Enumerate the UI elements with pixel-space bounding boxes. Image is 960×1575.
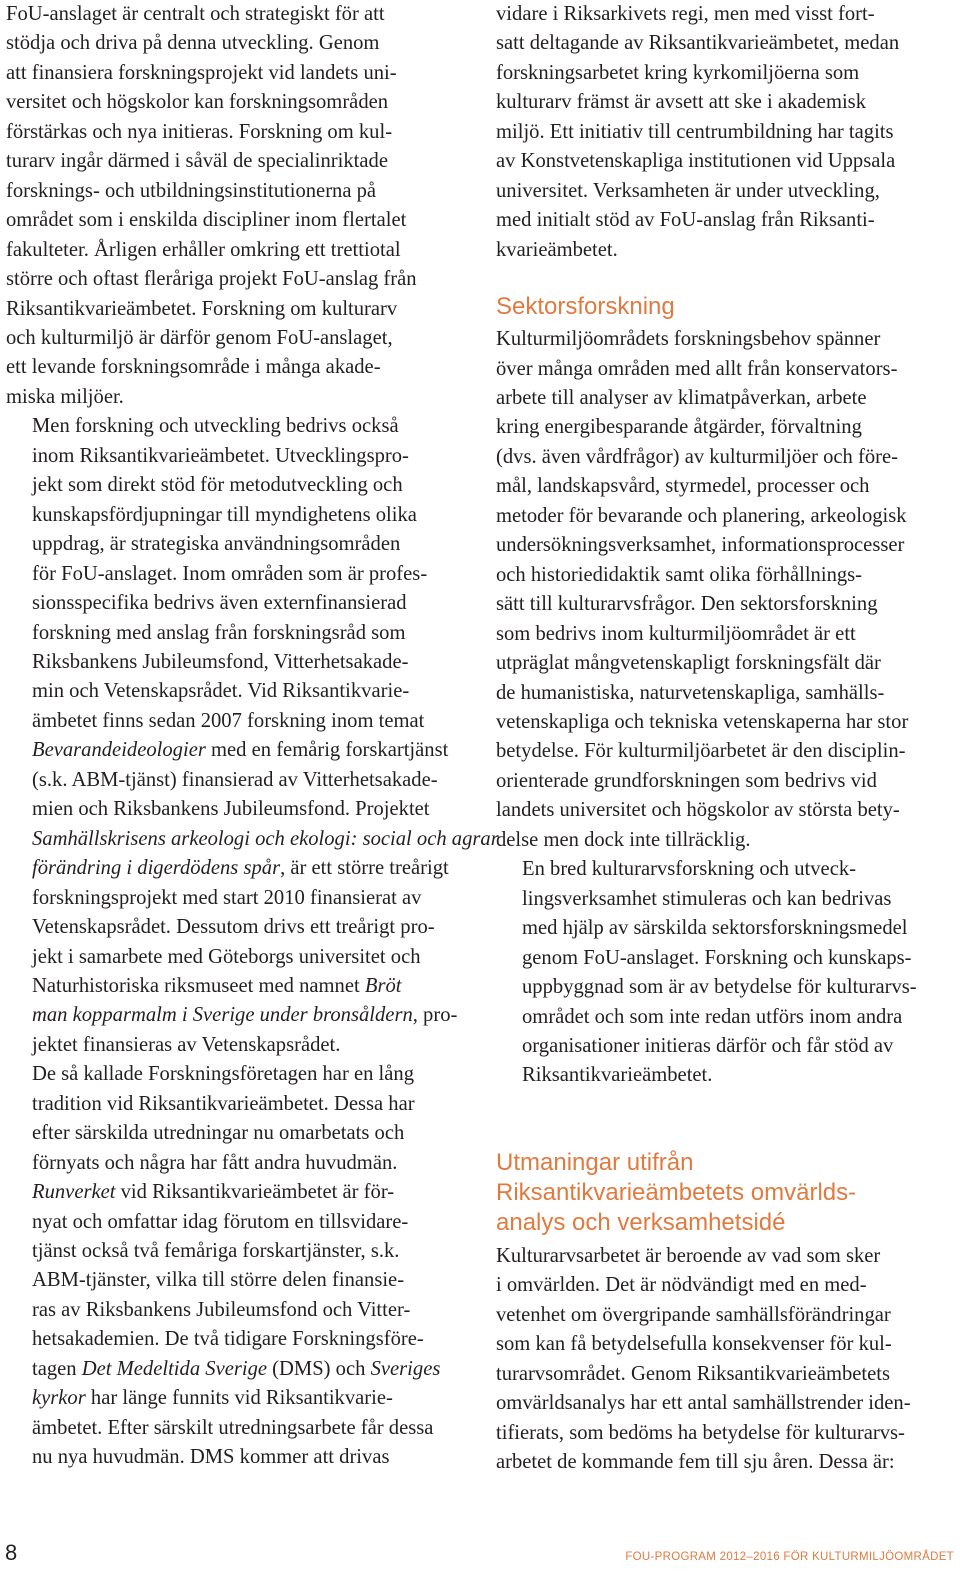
text-line: och kulturmiljö är därför genom FoU-anslaget,	[6, 326, 393, 349]
text-line: tradition vid Riksantikvarieämbetet. Dessa har	[32, 1092, 415, 1115]
text-line: versitet och högskolor kan forskningsområden	[6, 91, 389, 114]
text-line: med hjälp av särskilda sektorsforskningsmedel	[522, 917, 908, 940]
heading-line: Utmaningar utifrån	[496, 1148, 694, 1176]
text-line: kvarieämbetet.	[496, 238, 618, 261]
italic-title: Sveriges	[370, 1357, 441, 1380]
text-line: tifierats, som bedöms ha betydelse för kulturarvs-	[496, 1421, 905, 1444]
text-fragment: vid Riksantikvarieämbetet är för-	[115, 1181, 395, 1204]
right-paragraph-2	[496, 325, 958, 855]
text-fragment: tagen	[32, 1357, 82, 1380]
section-heading-utmaningar	[496, 1148, 958, 1238]
text-line: miljö. Ett initiativ till centrumbildning har tagits	[496, 120, 894, 143]
text-line: kulturarv främst är avsett att ske i akademisk	[496, 91, 866, 114]
text-line: sionsspecifika bedrivs även externfinansierad	[32, 592, 407, 615]
text-line	[6, 825, 499, 854]
text-line: ämbetet. Efter särskilt utredningsarbete får dessa	[32, 1416, 434, 1439]
text-line: forskning med anslag från forskningsråd som	[32, 621, 406, 644]
text-line: vetenskapliga och tekniska vetenskaperna har stor	[496, 710, 909, 733]
text-line: arbetet de kommande fem till sju åren. Dessa är:	[496, 1451, 895, 1474]
text-line: universitet. Verksamheten är under utveckling,	[496, 179, 880, 202]
text-line: kring energibesparande åtgärder, förvaltning	[496, 416, 862, 439]
italic-title: Runverket	[32, 1181, 116, 1204]
text-line: större och oftast fleråriga projekt FoU-anslag från	[6, 268, 417, 291]
left-column	[6, 0, 499, 1473]
text-line: betydelse. För kulturmiljöarbetet är den disciplin-	[496, 740, 906, 763]
italic-title: Samhällskrisens arkeologi och ekologi: social och agrar	[32, 827, 499, 850]
text-line: nu nya huvudmän. DMS kommer att drivas	[32, 1446, 390, 1469]
text-line: ABM-tjänster, vilka till större delen finansie-	[32, 1269, 405, 1292]
right-paragraph-4	[496, 1242, 958, 1478]
text-line: nyat och omfattar idag förutom en tillsvidare-	[32, 1210, 409, 1233]
text-line	[6, 1001, 468, 1030]
text-line: stödja och driva på denna utveckling. Genom	[6, 32, 380, 55]
text-line: i omvärlden. Det är nödvändigt med en med-	[496, 1274, 867, 1297]
text-line: ämbetet finns sedan 2007 forskning inom temat	[32, 709, 425, 732]
text-line: min och Vetenskapsrådet. Vid Riksantikvarie-	[32, 680, 410, 703]
italic-title: man kopparmalm i Sverige under bronsåldern,	[32, 1004, 418, 1027]
text-line: området som i enskilda discipliner inom flertalet	[6, 209, 407, 232]
italic-title: Bevarandeideologier	[32, 739, 206, 762]
text-line: förnyats och några har fått andra huvudmän.	[32, 1151, 398, 1174]
text-line: omvärldsanalys har ett antal samhällstrender iden-	[496, 1392, 911, 1415]
text-line: området och som inte redan utförs inom andra	[522, 1005, 903, 1028]
text-line: med initialt stöd av FoU-anslag från Riksanti-	[496, 209, 875, 232]
text-line: inom Riksantikvarieämbetet. Utvecklingspro-	[32, 444, 409, 467]
text-line: orienterade grundforskningen som bedrivs vid	[496, 769, 877, 792]
text-line: hetsakademien. De två tidigare Forskningsföre-	[32, 1328, 424, 1351]
text-line: undersökningsverksamhet, informationsprocesser	[496, 534, 905, 557]
text-line	[6, 1384, 468, 1413]
right-column	[496, 0, 958, 1477]
text-line: utpräglat mångvetenskapligt forskningsfält där	[496, 652, 881, 675]
text-line: ras av Riksbankens Jubileumsfond och Vitter-	[32, 1298, 411, 1321]
text-fragment: pro-	[417, 1004, 458, 1027]
italic-title: Det Medeltida Sverige	[81, 1357, 268, 1380]
text-line: Kulturmiljöområdets forskningsbehov spänner	[496, 328, 881, 351]
text-fragment: (DMS) och	[267, 1357, 371, 1380]
text-line: satt deltagande av Riksantikvarieämbetet, medan	[496, 32, 900, 55]
text-line: miska miljöer.	[6, 385, 124, 408]
text-line: FoU-anslaget är centralt och strategiskt för att	[6, 3, 385, 25]
text-line: landets universitet och högskolor av största bety-	[496, 799, 900, 822]
text-line: (s.k. ABM-tjänst) finansierad av Vitterhetsakade-	[32, 768, 438, 791]
text-line: som bedrivs inom kulturmiljöområdet är ett	[496, 622, 856, 645]
text-line: turarvsområdet. Genom Riksantikvarieämbetets	[496, 1362, 891, 1385]
text-line: Riksantikvarieämbetet.	[522, 1064, 713, 1087]
italic-title: förändring i digerdödens spår	[32, 857, 281, 880]
heading-line: Riksantikvarieämbetets omvärlds-	[496, 1178, 857, 1206]
text-line: och historiedidaktik samt olika förhållnings-	[496, 563, 863, 586]
text-fragment: med en femårig forskartjänst	[205, 739, 449, 762]
left-paragraph-3	[6, 1060, 468, 1472]
text-fragment: Naturhistoriska riksmuseet med namnet	[32, 974, 365, 997]
text-line: över många områden med allt från konservators-	[496, 357, 898, 380]
text-line: uppbyggnad som är av betydelse för kulturarvs-	[522, 976, 917, 999]
text-line: (dvs. även vårdfrågor) av kulturmiljöer och före-	[496, 445, 898, 468]
text-line: Kulturarvsarbetet är beroende av vad som sker	[496, 1244, 881, 1267]
text-line: för FoU-anslaget. Inom områden som är profes-	[32, 562, 428, 585]
text-line: efter särskilda utredningar nu omarbetats och	[32, 1122, 405, 1145]
text-line: forsknings- och utbildningsinstitutionerna på	[6, 179, 377, 202]
text-line: mien och Riksbankens Jubileumsfond. Projektet	[32, 798, 430, 821]
text-line: forskningsprojekt med start 2010 finansierat av	[32, 886, 422, 909]
text-line: turarv ingår därmed i såväl de specialinriktade	[6, 150, 388, 173]
text-line	[6, 1355, 468, 1384]
text-line: uppdrag, är strategiska användningsområden	[32, 533, 401, 556]
text-line: jekt i samarbete med Göteborgs universitet och	[32, 945, 421, 968]
text-line: De så kallade Forskningsföretagen har en lång	[32, 1063, 414, 1086]
text-line: de humanistiska, naturvetenskapliga, samhälls-	[496, 681, 885, 704]
italic-title: kyrkor	[32, 1387, 86, 1410]
text-line: forskningsarbetet kring kyrkomiljöerna som	[496, 61, 860, 84]
text-line: Men forskning och utveckling bedrivs också	[32, 415, 399, 438]
section-heading-sektorsforskning: Sektorsforskning	[496, 293, 675, 321]
text-line: arbete till analyser av klimatpåverkan, arbete	[496, 386, 867, 409]
text-line: mål, landskapsvård, styrmedel, processer och	[496, 475, 870, 498]
right-paragraph-1	[496, 0, 958, 265]
text-line: Vetenskapsrådet. Dessutom drivs ett treårigt pro-	[32, 916, 435, 939]
text-line: lingsverksamhet stimuleras och kan bedrivas	[522, 887, 892, 910]
text-line: att finansiera forskningsprojekt vid landets uni-	[6, 61, 397, 84]
text-line: Riksbankens Jubileumsfond, Vitterhetsakade-	[32, 650, 409, 673]
page-number: 8	[5, 1540, 18, 1565]
right-paragraph-3	[496, 855, 958, 1091]
text-line: genom FoU-anslaget. Forskning och kunskaps-	[522, 946, 912, 969]
text-line: metoder för bevarande och planering, arkeologisk	[496, 504, 907, 527]
left-paragraph-2	[6, 412, 499, 1060]
text-line: av Konstvetenskapliga institutionen vid Uppsala	[496, 150, 896, 173]
text-line: sätt till kulturarvsfrågor. Den sektorsforskning	[496, 593, 878, 616]
text-line: delse men dock inte tillräcklig.	[496, 828, 751, 851]
text-line: kunskapsfördjupningar till myndighetens olika	[32, 503, 417, 526]
text-line: jektet finansieras av Vetenskapsrådet.	[32, 1033, 341, 1056]
text-line: vidare i Riksarkivets regi, men med visst fort-	[496, 3, 875, 25]
footer-title: FOU-PROGRAM 2012–2016 FÖR KULTURMILJÖOMRÅDET	[625, 1551, 954, 1563]
italic-title: Bröt	[364, 974, 402, 997]
heading-line: analys och verksamhetsidé	[496, 1208, 786, 1236]
text-line: förstärkas och nya initieras. Forskning om kul-	[6, 120, 393, 143]
text-line: organisationer initieras därför och får stöd av	[522, 1034, 894, 1057]
text-line	[6, 972, 468, 1001]
text-line: jekt som direkt stöd för metodutveckling och	[32, 474, 403, 497]
text-line: Riksantikvarieämbetet. Forskning om kulturarv	[6, 297, 398, 320]
text-line	[6, 736, 468, 765]
text-line	[6, 1178, 468, 1207]
text-line: tjänst också två femåriga forskartjänster, s.k.	[32, 1240, 400, 1263]
text-line	[6, 854, 468, 883]
text-line: vetenhet om övergripande samhällsförändringar	[496, 1303, 891, 1326]
text-line: ett levande forskningsområde i många akade-	[6, 356, 381, 379]
text-fragment: har länge funnits vid Riksantikvarie-	[85, 1387, 393, 1410]
left-paragraph-1	[6, 0, 468, 412]
text-fragment: , är ett större treårigt	[280, 857, 449, 880]
text-line: fakulteter. Årligen erhåller omkring ett trettiotal	[6, 238, 401, 261]
text-line: En bred kulturarvsforskning och utveck-	[522, 858, 856, 881]
text-line: som kan få betydelsefulla konsekvenser för kul-	[496, 1333, 892, 1356]
